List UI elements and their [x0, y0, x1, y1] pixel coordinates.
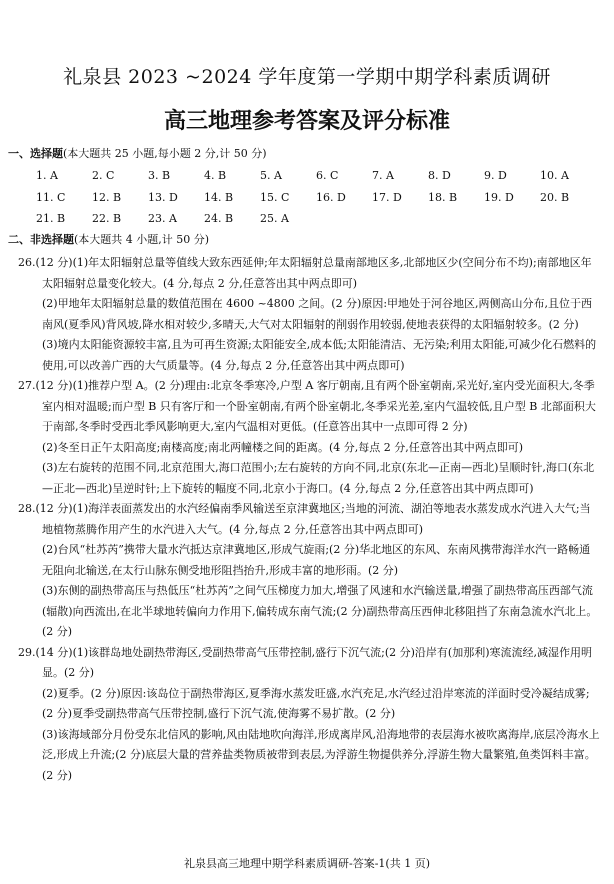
- choice-answer: 23. A: [148, 212, 177, 225]
- choice-answer: 2. C: [92, 169, 115, 182]
- choice-row-3: [36, 211, 316, 227]
- question-29: [18, 643, 600, 787]
- question-28: [18, 499, 600, 643]
- answer-part: (2)甲地年太阳辐射总量的数值范围在 4600 ~4800 之间。(2 分)原因:甲地处于河谷地区,两侧高山分布,且位于西南风(夏季风)背风坡,降水相对较少,多晴天,大气对太阳辐射的削弱作用较弱,使地表获得的太阳辐射较多。(2 分): [42, 297, 593, 331]
- answer-part: (2)冬至日正午太阳高度;南楼高度;南北两幢楼之间的距离。(4 分,每点 2 分,任意答出其中两点即可): [42, 440, 524, 454]
- document-subtitle: 高三地理参考答案及评分标准: [163, 109, 450, 134]
- choice-answer: 12. B: [92, 191, 122, 204]
- answer-part: (3)该海域部分月份受东北信风的影响,风由陆地吹向海洋,形成离岸风,沿海地带的表层海水被吹离海岸,底层冷海水上泛,形成上升流;(2 分)底层大量的营养盐类物质被带到表层,为浮游生物提供养分,浮游生物大量繁殖,鱼类饵料丰富。(2 分): [42, 727, 600, 782]
- choice-answer: 7. A: [372, 169, 394, 182]
- choice-answer: 25. A: [260, 212, 289, 225]
- choice-answer: 21. B: [36, 212, 66, 225]
- answer-part: (3)左右旋转的范围不同,北京范围大,海口范围小;左右旋转的方向不同,北京(东北—正南—西北)呈顺时针,海口(东北—正北—西北)呈逆时针;上下旋转的幅度不同,北京小于海口。(4 分,每点 2 分,任意答出其中两点即可): [42, 461, 595, 495]
- section-1-note: (本大题共 25 小题,每小题 2 分,计 50 分): [63, 147, 267, 160]
- choice-answer: 13. D: [148, 191, 178, 204]
- answers-body: [18, 253, 600, 786]
- choice-answer: 15. C: [260, 191, 290, 204]
- choice-answer: 17. D: [372, 191, 402, 204]
- answer-part: (12 分)(1)海洋表面蒸发出的水汽经偏南季风输送至京津冀地区;当地的河流、湖泊等地表水蒸发成水汽进入大气;当地植物蒸腾作用产生的水汽进入大气。(4 分,每点 2 分,任意答出其中两点即可): [35, 502, 591, 536]
- choice-answer: 19. D: [484, 191, 514, 204]
- choice-answer: 1. A: [36, 169, 58, 182]
- document-title: 礼泉县 2023 ~2024 学年度第一学期中期学科素质调研: [63, 66, 551, 88]
- choice-row-1: [36, 168, 596, 184]
- question-27: [18, 376, 600, 499]
- question-26: [18, 253, 600, 376]
- choice-answer: 24. B: [204, 212, 234, 225]
- choice-answer: 16. D: [316, 191, 346, 204]
- question-number: 29.: [18, 645, 36, 659]
- choice-answer: 22. B: [92, 212, 122, 225]
- choice-answer: 9. D: [484, 169, 507, 182]
- question-number: 28.: [18, 502, 36, 515]
- choice-answer: 3. B: [148, 169, 171, 182]
- choice-answer: 5. A: [260, 169, 282, 182]
- choice-answer: 4. B: [204, 169, 227, 182]
- choice-answer: 10. A: [540, 169, 569, 182]
- section-2-note: (本大题共 4 小题,计 50 分): [74, 233, 210, 246]
- section-1-label: 一、选择题: [8, 147, 63, 160]
- answer-part: (12 分)(1)推荐户型 A。(2 分)理由:北京冬季寒冷,户型 A 客厅朝南,且有两个卧室朝南,采光好,室内受光面积大,冬季室内相对温暖;而户型 B 只有客厅和一个卧室朝南,有两个卧室朝北,冬季采光差,室内气温较低,且户型 B 北部面积大于南部,冬季时受西北季风影响更大,室内气温相对更低。(任意答出其中一点即可得 2 分): [35, 379, 596, 433]
- section-1-heading: [8, 146, 267, 162]
- choice-answer: 8. D: [428, 169, 451, 182]
- page-footer: 礼泉县高三地理中期学科素质调研-答案-1(共 1 页): [183, 857, 430, 870]
- question-number: 26.: [18, 256, 36, 269]
- section-2-label: 二、非选择题: [8, 233, 74, 246]
- answer-part: (3)境内太阳能资源较丰富,且为可再生资源;太阳能安全,成本低;太阳能清洁、无污染;利用太阳能,可减少化石燃料的使用,可以改善广西的大气质量等。(4 分,每点 2 分,任意答出其中两点即可): [42, 338, 597, 372]
- choice-answer: 11. C: [36, 191, 66, 204]
- choice-answer: 18. B: [428, 191, 458, 204]
- choice-row-2: [36, 190, 596, 206]
- question-number: 27.: [18, 379, 36, 392]
- choice-answer: 6. C: [316, 169, 339, 182]
- answer-part: (3)东侧的副热带高压与热低压“杜苏芮”之间气压梯度力加大,增强了风速和水汽输送量,增强了副热带高压西部气流(辐散)向西流出,在北半球地转偏向力作用下,偏转成东南气流;(2 分)副热带高压西伸北移阻挡了东南急流水汽北上。(2 分): [42, 584, 598, 638]
- answer-part: (2)夏季。(2 分)原因:该岛位于副热带海区,夏季海水蒸发旺盛,水汽充足,水汽经过沿岸寒流的洋面时受冷凝结成雾;(2 分)夏季受副热带高气压带控制,盛行下沉气流,使海雾不易扩散。(2 分): [42, 686, 590, 720]
- choice-answer: 20. B: [540, 191, 570, 204]
- answer-part: (2)台风“杜苏芮”携带大量水汽抵达京津冀地区,形成气旋雨;(2 分)华北地区的东风、东南风携带海洋水汽一路畅通无阻向北输送,在太行山脉东侧受地形阻挡抬升,形成丰富的地形雨。(2 分): [42, 543, 591, 577]
- choice-answer: 14. B: [204, 191, 234, 204]
- answer-part: (14 分)(1)该群岛地处副热带海区,受副热带高气压带控制,盛行下沉气流;(2 分)沿岸有(加那利)寒流流经,减湿作用明显。(2 分): [35, 645, 593, 679]
- answer-part: (12 分)(1)年太阳辐射总量等值线大致东西延伸;年太阳辐射总量南部地区多,北部地区少(空间分布不均);南部地区年太阳辐射总量变化较大。(4 分,每点 2 分,任意答出其中两点即可): [35, 256, 592, 290]
- section-2-heading: [8, 232, 209, 248]
